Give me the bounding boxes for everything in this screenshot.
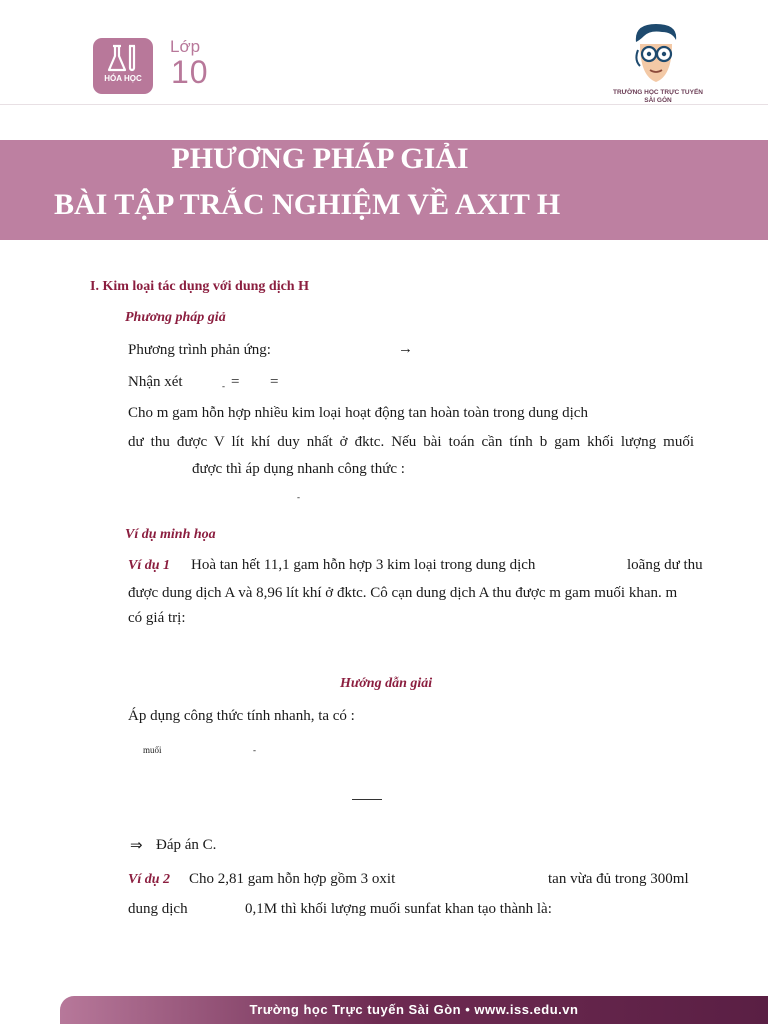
subject-logo (93, 38, 153, 94)
paragraph-line-1: Cho m gam hỗn hợp nhiều kim loại hoạt động tan hoàn toàn trong dung dịch (128, 405, 588, 421)
answer-text: Đáp án C. (156, 837, 217, 853)
remark-label: Nhận xét (128, 374, 183, 390)
title-line-1: PHƯƠNG PHÁP GIẢI (171, 142, 469, 175)
remark-eq-2: = (270, 374, 279, 390)
example-1-line-1: Hoà tan hết 11,1 gam hỗn hợp 3 kim loại trong dung dịch (191, 557, 536, 573)
guide-line-1: Áp dụng công thức tính nhanh, ta có : (128, 708, 355, 724)
example-1-line-3: có giá trị: (128, 610, 186, 626)
guide-heading: Hướng dẫn giải (340, 676, 433, 691)
mascot-icon (626, 20, 686, 90)
example-2-label: Ví dụ 2 (128, 872, 171, 887)
example-2-line-1-tail: tan vừa đủ trong 300ml (548, 871, 689, 887)
formula-dash: - (297, 492, 300, 502)
remark-dash: - (222, 381, 225, 391)
grade-number: 10 (171, 54, 209, 90)
answer-arrow: ⇒ (130, 838, 143, 854)
example-1-line-2: được dung dịch A và 8,96 lít khí ở đktc. Cô cạn dung dịch A thu được m gam muối khan. m (128, 585, 678, 601)
section-heading: I. Kim loại tác dụng với dung dịch H (90, 279, 309, 294)
reaction-label: Phương trình phản ứng: (128, 342, 271, 358)
examples-heading: Ví dụ minh họa (125, 527, 216, 542)
example-2-line-1: Cho 2,81 gam hỗn hợp gồm 3 oxit (189, 871, 396, 887)
paragraph-line-3: được thì áp dụng nhanh công thức : (192, 461, 405, 477)
example-1-line-1-tail: loãng dư thu (627, 557, 703, 573)
paragraph-line-2: dư thu được V lít khí duy nhất ở đktc. Nếu bài toán cần tính b gam khối lượng muối (128, 434, 694, 450)
grade-word: Lớp (170, 37, 201, 56)
example-1-label: Ví dụ 1 (128, 558, 171, 573)
school-name: TRƯỜNG HỌC TRỰC TUYẾN SÀI GÒN (613, 89, 703, 104)
guide-dash: - (253, 745, 256, 755)
footer-text[interactable]: Trường học Trực tuyến Sài Gòn • www.iss.edu.vn (249, 1002, 579, 1017)
method-heading: Phương pháp giả (125, 310, 226, 325)
guide-subscript: muối (143, 745, 162, 755)
subject-badge: HÓA HỌC (104, 74, 142, 83)
remark-eq-1: = (231, 374, 240, 390)
example-2-line-2a: dung dịch (128, 901, 188, 917)
title-line-2: BÀI TẬP TRẮC NGHIỆM VỀ AXIT H (54, 188, 561, 221)
example-2-line-2b: 0,1M thì khối lượng muối sunfat khan tạo thành là: (245, 901, 552, 917)
reaction-arrow: → (398, 341, 413, 357)
fraction-bar (352, 799, 382, 800)
